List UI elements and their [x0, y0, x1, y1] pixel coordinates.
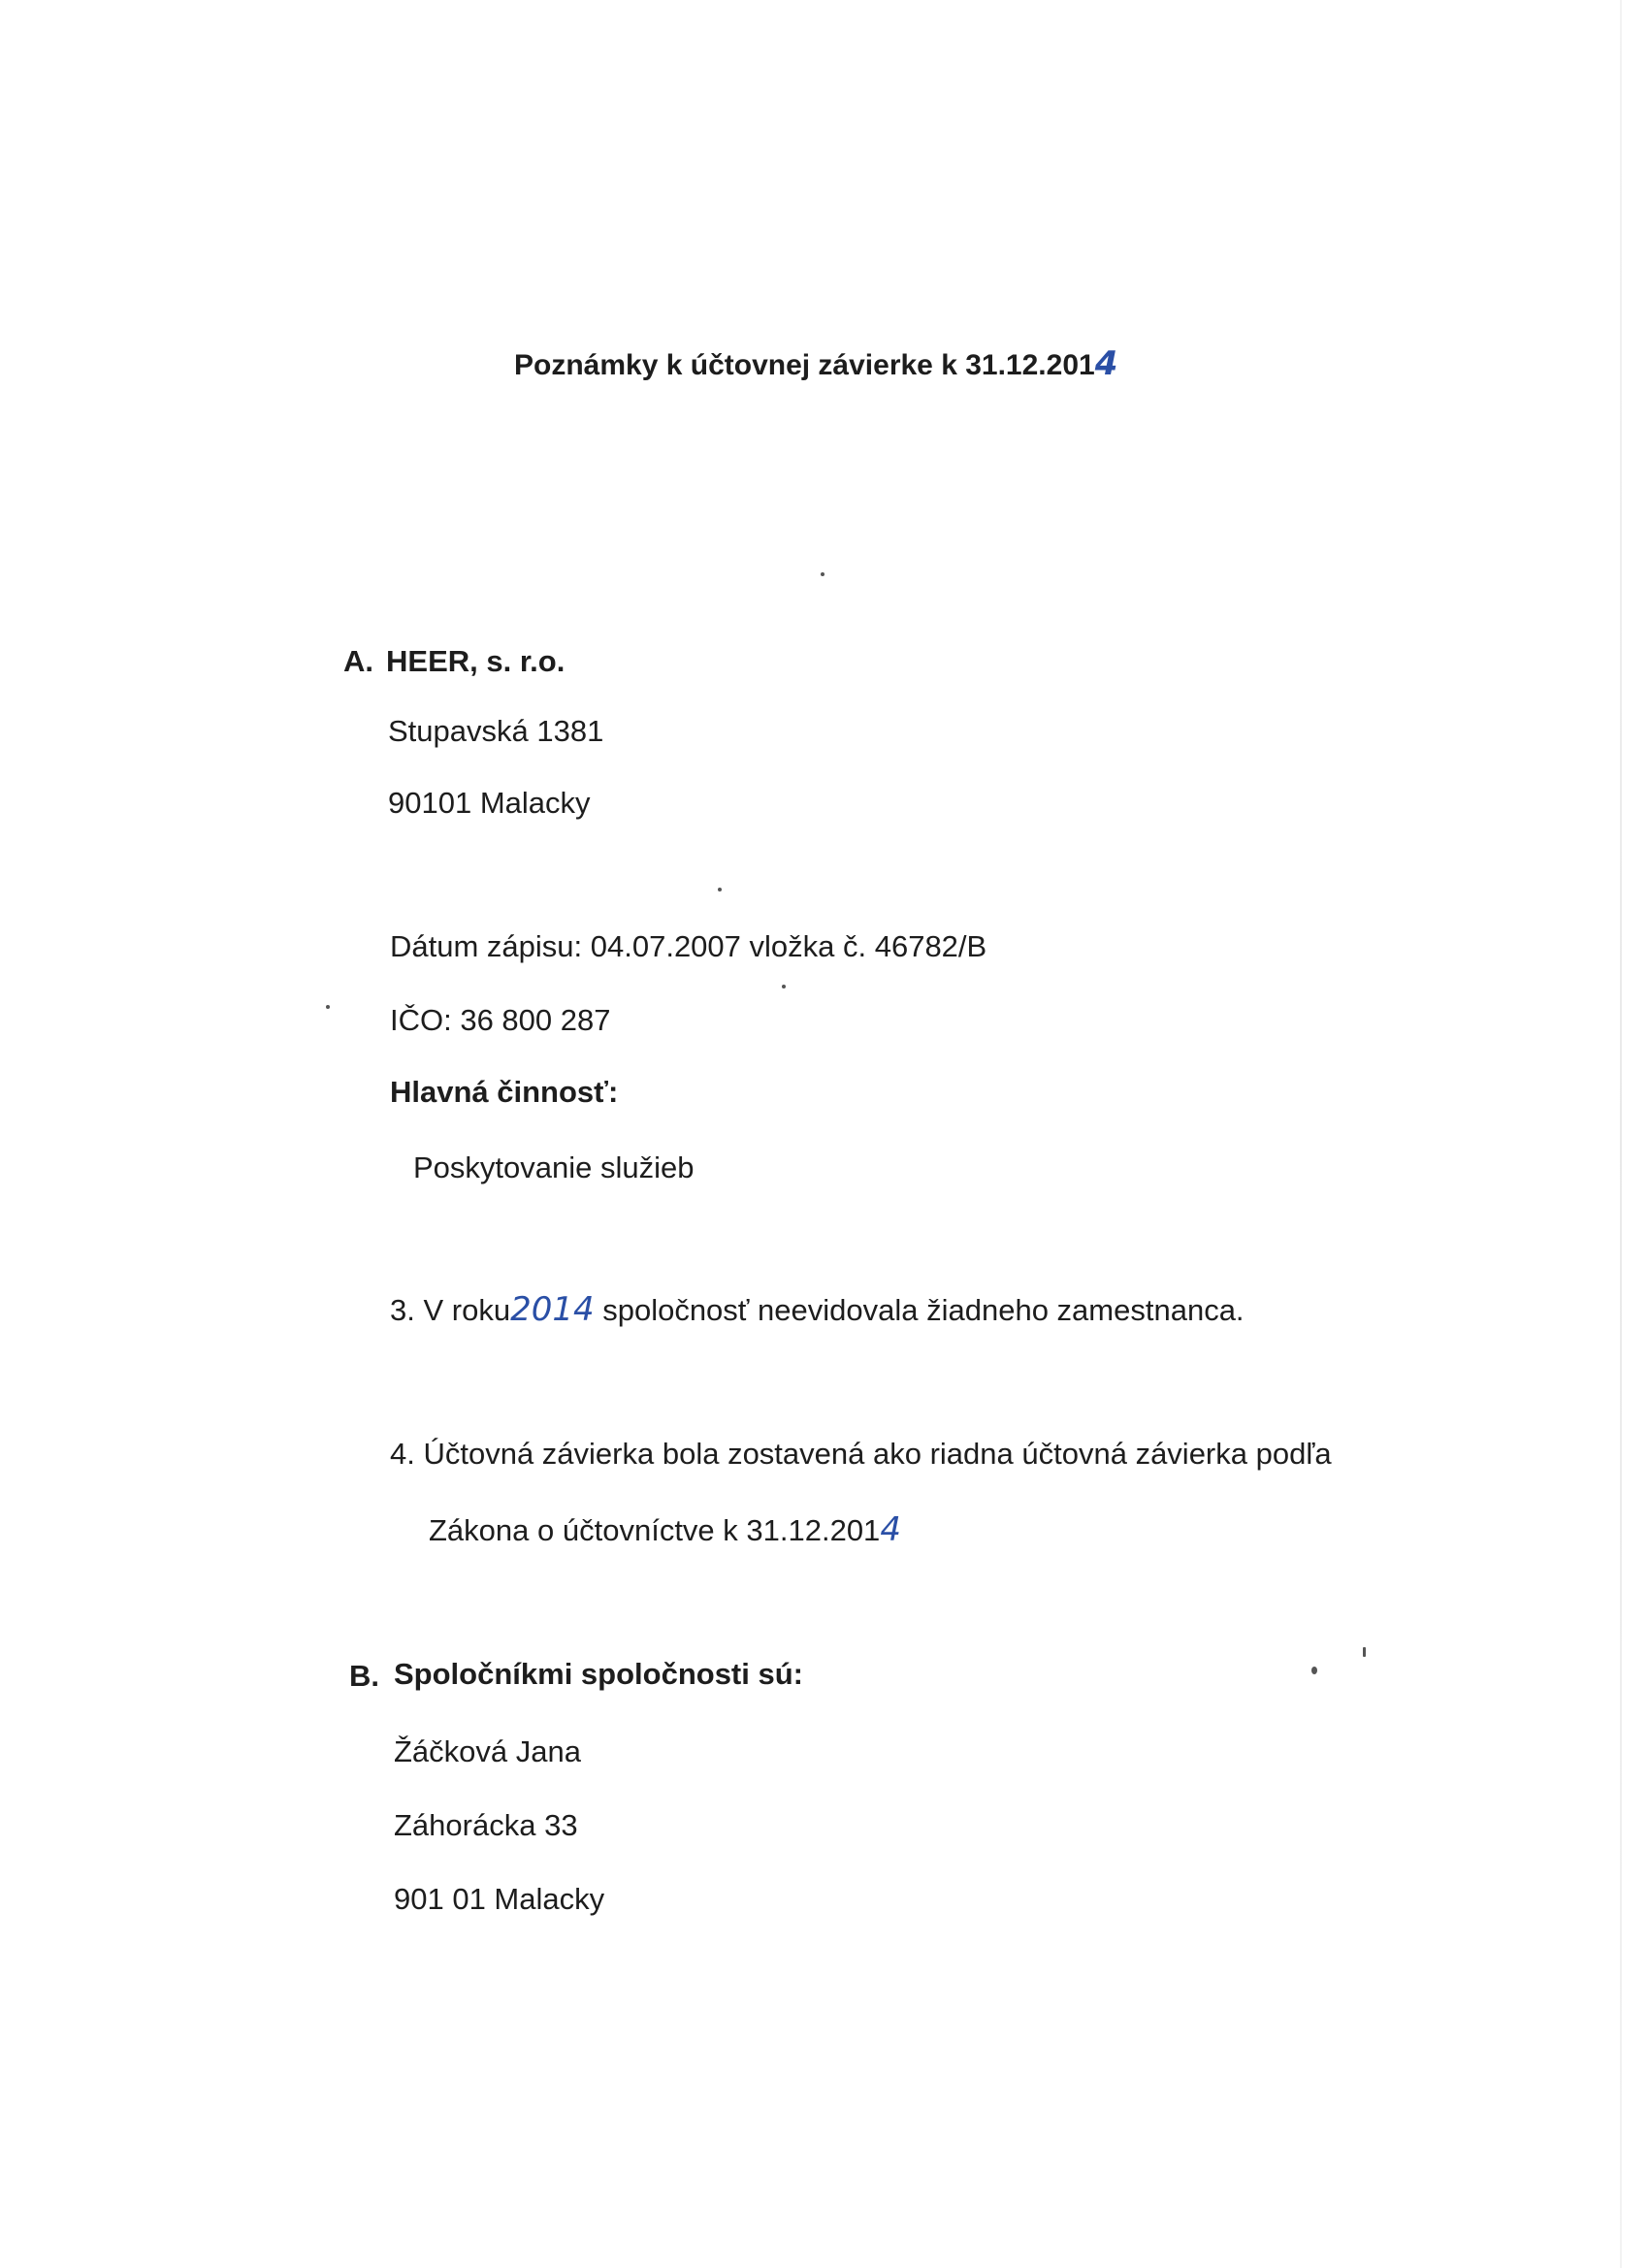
document-title [514, 344, 1118, 383]
scan-speck [821, 572, 824, 576]
item-4-handwritten-digit: 4 [880, 1510, 901, 1549]
company-city: 90101 Malacky [388, 786, 591, 820]
ico: IČO: 36 800 287 [390, 1003, 611, 1037]
scan-edge [1620, 0, 1622, 2268]
company-street: Stupavská 1381 [388, 714, 604, 748]
activity-label: Hlavná činnosť: [390, 1075, 619, 1109]
scan-speck [1311, 1667, 1317, 1674]
item-3-handwritten-year: 2014 [510, 1290, 595, 1329]
item-4-line-2 [429, 1510, 901, 1549]
partner-street: Záhorácka 33 [394, 1808, 578, 1842]
partner-name: Žáčková Jana [394, 1734, 581, 1768]
title-printed: Poznámky k účtovnej závierke k 31.12.201 [514, 349, 1095, 381]
partner-city: 901 01 Malacky [394, 1882, 605, 1916]
title-handwritten-digit: 4 [1094, 344, 1118, 383]
item-3-suffix: spoločnosť neevidovala žiadneho zamestnanca. [594, 1293, 1245, 1327]
company-name: HEER, s. r.o. [386, 644, 566, 678]
item-4-line-1: 4. Účtovná závierka bola zostavená ako riadna účtovná závierka podľa [390, 1437, 1332, 1471]
section-a-marker: A. [343, 644, 373, 678]
item-3 [390, 1290, 1245, 1329]
scan-speck [718, 888, 722, 891]
section-b-heading: Spoločníkmi spoločnosti sú: [394, 1657, 803, 1691]
scan-speck [1363, 1647, 1366, 1657]
item-4-line-2-printed: Zákona o účtovníctve k 31.12.201 [429, 1513, 881, 1547]
scan-speck [326, 1005, 330, 1009]
item-3-prefix: 3. V roku [390, 1293, 511, 1327]
scan-speck [782, 985, 786, 988]
registration-info: Dátum zápisu: 04.07.2007 vložka č. 46782/B [390, 929, 987, 963]
section-b-marker: B. [349, 1659, 379, 1693]
activity-value: Poskytovanie služieb [413, 1150, 695, 1184]
